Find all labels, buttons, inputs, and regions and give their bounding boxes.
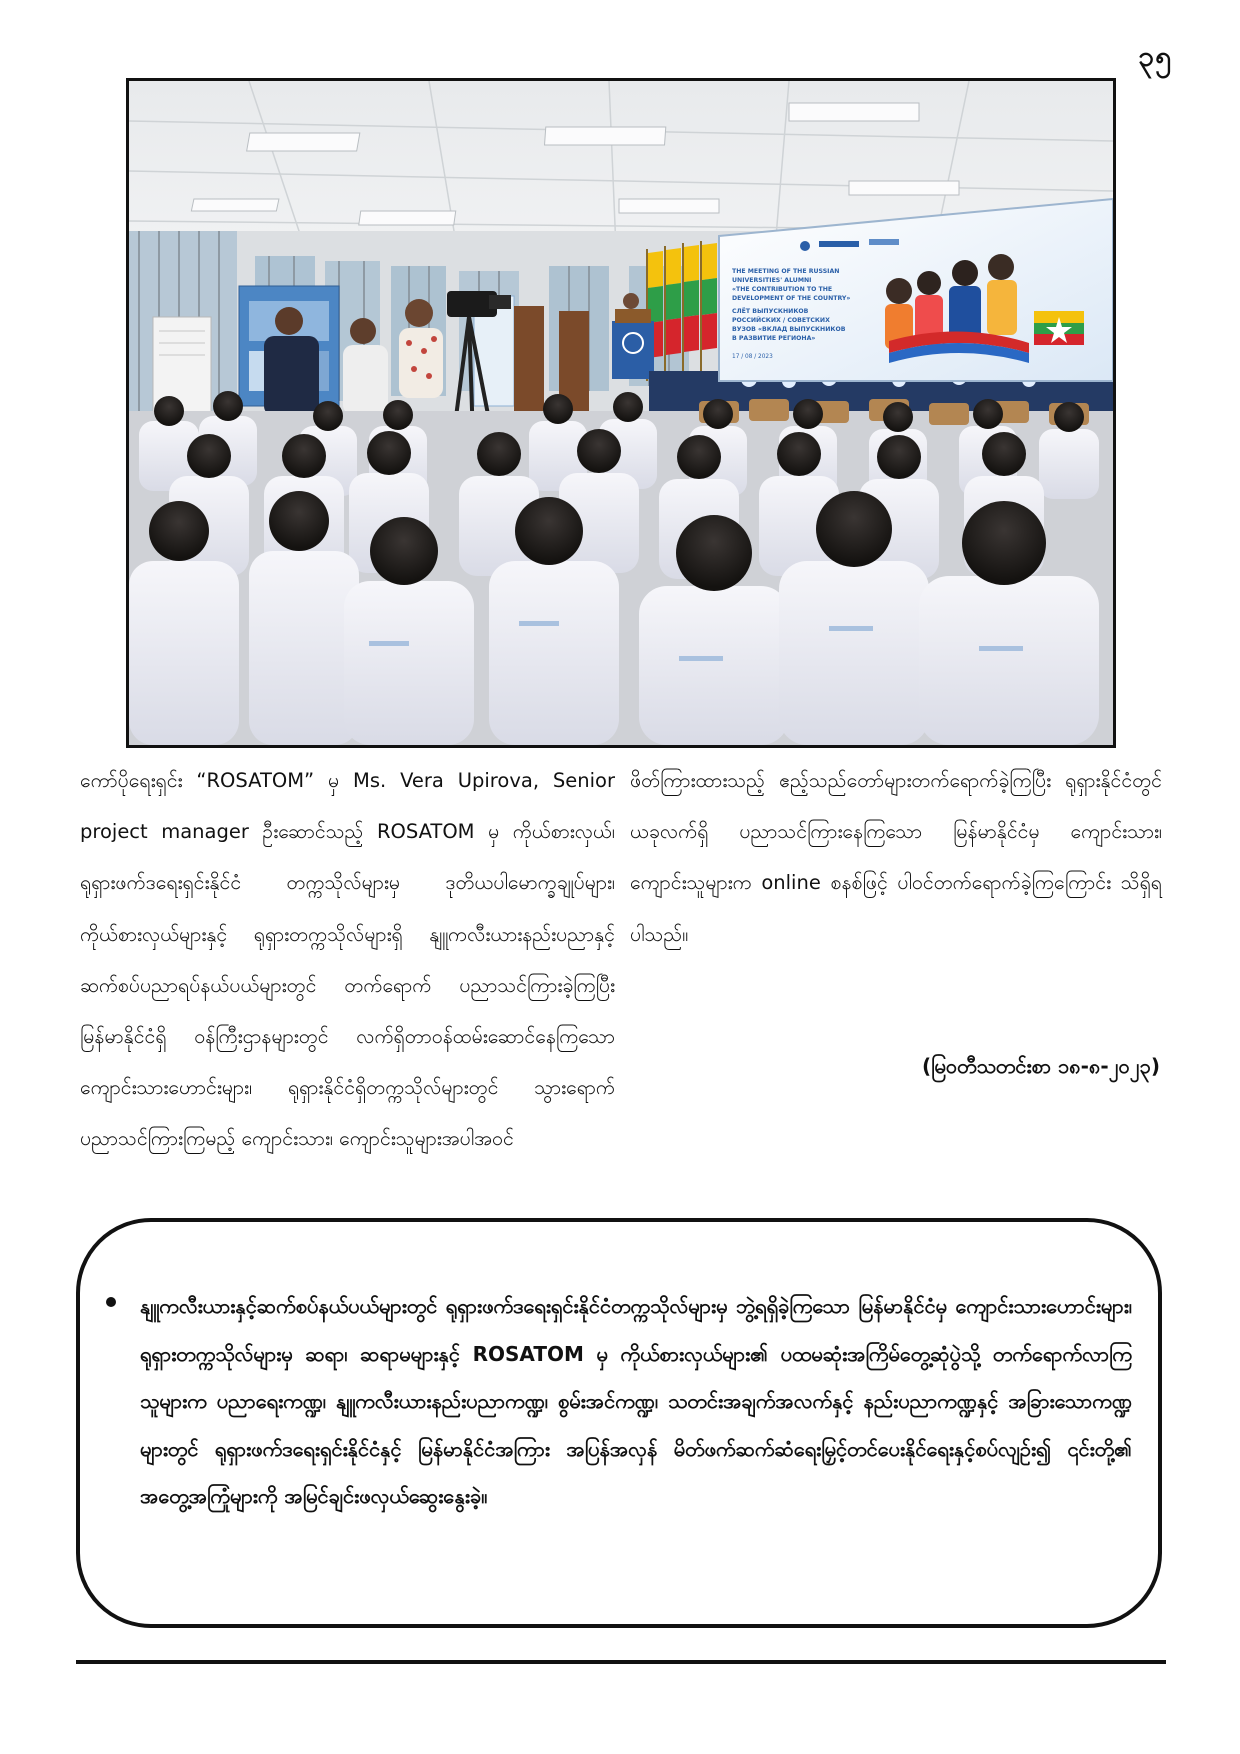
highlight-summary: နျူကလီးယားနှင့်ဆက်စပ်နယ်ပယ်များတွင် ရုရှားဖက်ဒရေးရှင်းနိုင်ငံတက္ကသိုလ်များမှ ဘွဲ့ရရှိခဲ့ကြသော မြန်မာနိုင်ငံမှ ကျောင်းသားဟောင်းများ၊ ရုရှားတက္ကသိုလ်များမှ ဆရာ၊ ဆရာမများနှင့် ROSATOM မှ ကိုယ်စားလှယ်များ၏ ပထမဆုံးအကြိမ်တွေ့ဆုံပွဲသို့ တက်ရောက်လာကြသူများက ပညာရေးကဏ္ဍ၊ နျူကလီးယားနည်းပညာကဏ္ဍ၊ စွမ်းအင်ကဏ္ဍ၊ သတင်းအချက်အလက်နှင့် နည်းပညာကဏ္ဍနှင့် အခြားသောကဏ္ဍများတွင် ရုရှားဖက်ဒရေးရှင်းနိုင်ငံနှင့် မြန်မာနိုင်ငံအကြား အပြန်အလှန် မိတ်ဖက်ဆက်ဆံရေးမြှင့်တင်ပေးနိုင်ရေးနှင့်စပ်လျဉ်း၍ ၎င်းတို့၏ အတွေ့အကြုံများကို အမြင်ချင်းဖလှယ်ဆွေးနွေးခဲ့။ xyxy=(140,1294,1132,1508)
article-right-column: ဖိတ်ကြားထားသည့် ဧည့်သည်တော်များတက်ရောက်ခဲ့ကြပြီး ရုရှားနိုင်ငံတွင် ယခုလက်ရှိ ပညာသင်ကြားနေကြသော မြန်မာနိုင်ငံမှ ကျောင်းသား၊ ကျောင်းသူများက online စနစ်ဖြင့် ပါဝင်တက်ရောက်ခဲ့ကြကြောင်း သိရှိရပါသည်။ xyxy=(630,769,1162,946)
screen-text-line: UNIVERSITIES' ALUMNI xyxy=(732,277,812,284)
screen-text-line: ВУЗОВ «ВКЛАД ВЫПУСКНИКОВ xyxy=(732,326,846,333)
speaker xyxy=(623,293,639,309)
screen-text-line: СЛЁТ ВЫПУСКНИКОВ xyxy=(732,308,809,315)
article-left-column: ကော်ပိုရေးရှင်း “ROSATOM” မှ Ms. Vera Upirova, Senior project manager ဦးဆောင်သည့် ROSATOM မှ ကိုယ်စားလှယ်၊ ရုရှားဖက်ဒရေးရှင်းနိုင်ငံ တက္ကသိုလ်များမှ ဒုတိယပါမောက္ခချုပ်များ၊ ကိုယ်စားလှယ်များနှင့် ရုရှားတက္ကသိုလ်များရှိ နျူကလီးယားနည်းပညာနှင့် ဆက်စပ်ပညာရပ်နယ်ပယ်များတွင် တက်ရောက် ပညာသင်ကြားခဲ့ကြပြီး မြန်မာနိုင်ငံရှိ ဝန်ကြီးဌာနများတွင် လက်ရှိတာဝန်ထမ်းဆောင်နေကြသော ကျောင်းသားဟောင်းများ၊ ရုရှားနိုင်ငံရှိတက္ကသိုလ်များတွင် သွားရောက် ပညာသင်ကြားကြမည့် ကျောင်းသား၊ ကျောင်းသူများအပါအဝင် xyxy=(80,769,615,1151)
bullet-icon xyxy=(106,1297,116,1307)
screen-text-line: В РАЗВИТИЕ РЕГИОНА» xyxy=(732,335,816,342)
page-number: ၃၅ xyxy=(1138,40,1172,73)
door xyxy=(514,306,544,416)
podium xyxy=(612,321,654,379)
screen-text-line: THE MEETING OF THE RUSSIAN xyxy=(732,268,840,275)
conference-photo xyxy=(126,78,1116,748)
bottom-divider xyxy=(76,1660,1166,1664)
conference-hall-illustration xyxy=(129,81,1113,745)
screen-text-line: DEVELOPMENT OF THE COUNTRY» xyxy=(732,295,851,302)
news-source-citation: (မြဝတီသတင်းစာ ၁၈-၈-၂၀၂၃) xyxy=(921,1054,1160,1078)
screen-date: 17 / 08 / 2023 xyxy=(732,354,773,360)
screen-text-line: «THE CONTRIBUTION TO THE xyxy=(732,286,833,293)
screen-text-line: РОССИЙСКИХ / СОВЕТСКИХ xyxy=(732,317,830,324)
